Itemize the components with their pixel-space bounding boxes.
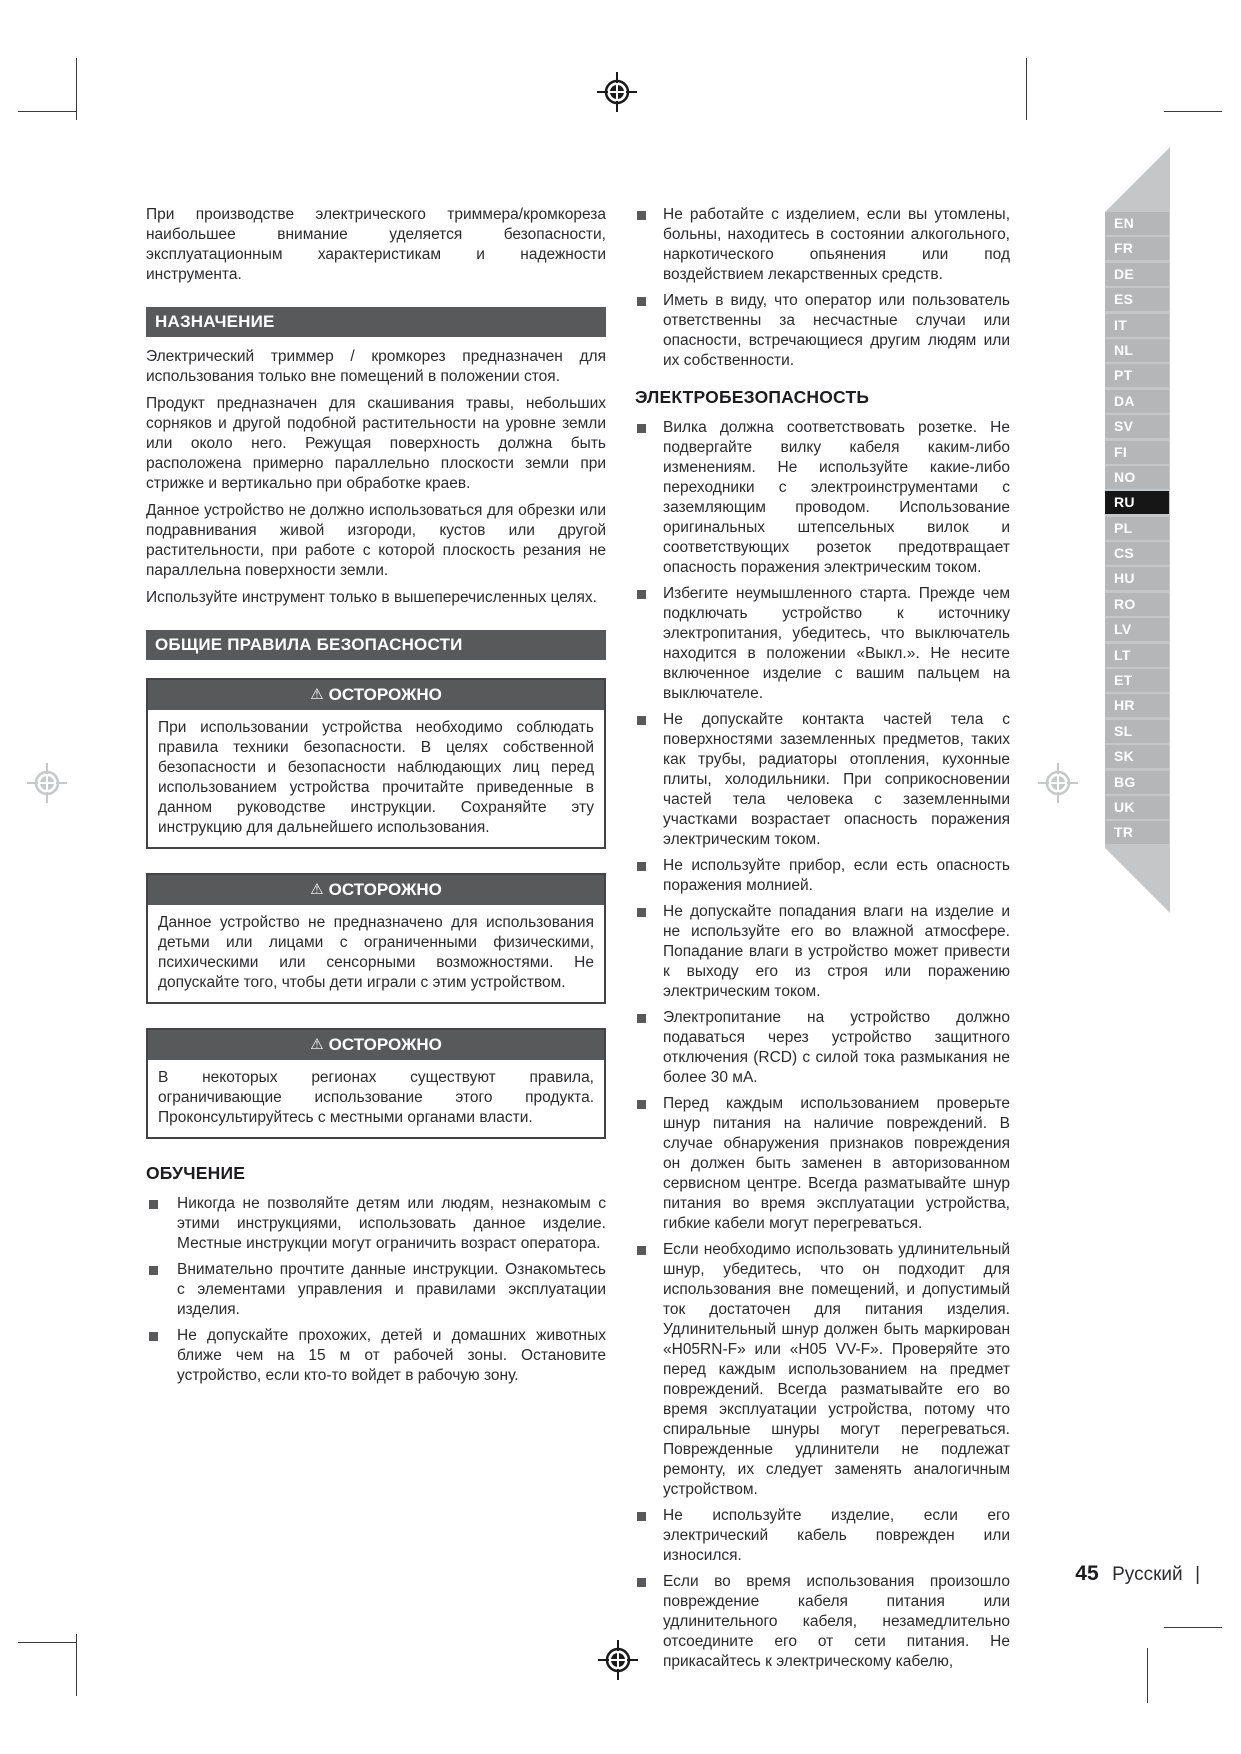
- bullet-item: [635, 584, 1010, 704]
- bullet-item: [635, 291, 1010, 371]
- language-tab[interactable]: [1105, 720, 1169, 743]
- language-tab-label: TR: [1114, 824, 1134, 841]
- bullet-square-icon: [637, 1100, 646, 1109]
- language-tab[interactable]: [1105, 314, 1169, 337]
- warning-header: [148, 1030, 604, 1060]
- language-tab-label: DA: [1114, 392, 1135, 409]
- bullet-square-icon: [149, 1332, 158, 1341]
- bullet-text: Электропитание на устройство должно подаваться через устройство защитного отключения (RCD) с силой тока размыкания не более 30 мА.: [663, 1009, 1010, 1086]
- bullet-text: Внимательно прочтите данные инструкции. Ознакомьтесь с элементами управления и правилами эксплуатации изделия.: [177, 1261, 606, 1318]
- section-header-purpose: [146, 307, 606, 337]
- language-tab[interactable]: [1105, 771, 1169, 794]
- purpose-paragraphs: [146, 347, 606, 608]
- bullet-item: [635, 1008, 1010, 1088]
- language-tab-label: UK: [1114, 798, 1135, 815]
- page-footer: [0, 1562, 1200, 1586]
- bullet-square-icon: [637, 716, 646, 725]
- warning-title: ОСТОРОЖНО: [328, 685, 442, 704]
- bullet-square-icon: [637, 862, 646, 871]
- language-tab-label: DE: [1114, 265, 1135, 282]
- trim-mark-top-right-vertical: [1026, 58, 1027, 120]
- language-tab-label: RO: [1114, 595, 1136, 612]
- section-title: НАЗНАЧЕНИЕ: [155, 312, 275, 331]
- language-tab-label: ET: [1114, 672, 1133, 689]
- language-tab-label: SK: [1114, 748, 1135, 765]
- warning-icon: ⚠: [310, 1036, 324, 1053]
- bullet-square-icon: [637, 297, 646, 306]
- language-tab-label: NL: [1114, 341, 1134, 358]
- language-tab[interactable]: [1105, 593, 1169, 616]
- bullet-item: [146, 1260, 606, 1320]
- bullet-text: Иметь в виду, что оператор или пользователь ответственны за несчастные случаи или опасности, встречающиеся другим людям или их собственности.: [663, 292, 1010, 369]
- language-tab[interactable]: [1105, 669, 1169, 692]
- footer-language-label: Русский: [1112, 1564, 1183, 1585]
- bullet-text: Избегите неумышленного старта. Прежде чем подключать устройство к источнику электропитания, убедитесь, что выключатель находится в положении «Выкл.». Не несите включенное изделие с вашим пальцем на выключателе.: [663, 585, 1010, 702]
- bullet-square-icon: [637, 908, 646, 917]
- language-tab-label: SL: [1114, 722, 1133, 739]
- language-tab[interactable]: [1105, 644, 1169, 667]
- bullet-item: [635, 856, 1010, 896]
- language-tab[interactable]: [1105, 618, 1169, 641]
- language-tab-label: ES: [1114, 291, 1134, 308]
- bullet-item: [635, 1240, 1010, 1500]
- paragraph: Продукт предназначен для скашивания травы, небольших сорняков и другой подобной растительности на уровне земли или около него. Режущая поверхность должна быть расположена примерно параллельно плоскости земли при стрижке и вертикально при обработке краев.: [146, 395, 606, 492]
- left-column: [146, 205, 606, 1392]
- bullet-item: [635, 1506, 1010, 1566]
- language-tab[interactable]: [1105, 212, 1169, 235]
- bullet-item: [635, 710, 1010, 850]
- bullet-item: [146, 1326, 606, 1386]
- intro-paragraph: При производстве электрического триммера/кромкореза наибольшее внимание уделяется безопасности, эксплуатационным характеристикам и надежности инструмента.: [146, 206, 606, 283]
- language-tab-label: FR: [1114, 240, 1134, 257]
- registration-crosshair-top-icon: [597, 72, 637, 112]
- warning-box: [146, 1028, 606, 1139]
- language-tab-label: LT: [1114, 646, 1131, 663]
- bullet-square-icon: [637, 590, 646, 599]
- paragraph: Электрический триммер / кромкорез предназначен для использования только вне помещений в положении стоя.: [146, 348, 606, 385]
- warning-icon: ⚠: [310, 881, 324, 898]
- warning-title: ОСТОРОЖНО: [328, 880, 442, 899]
- bullet-item: [635, 205, 1010, 285]
- bullet-text: Никогда не позволяйте детям или людям, незнакомым с этими инструкциями, использовать данное изделие. Местные инструкции могут ограничить возраст оператора.: [177, 1195, 606, 1252]
- bullet-text: Перед каждым использованием проверьте шнур питания на наличие повреждений. В случае обнаружения признаков повреждения он должен быть заменен в авторизованном сервисном центре. Всегда разматывайте шнур питания во время эксплуатации устройства, гибкие кабели могут перегреваться.: [663, 1095, 1010, 1232]
- bullet-item: [635, 902, 1010, 1002]
- trim-mark-top-left-vertical: [76, 58, 77, 120]
- bullet-square-icon: [637, 424, 646, 433]
- language-tab[interactable]: [1105, 390, 1169, 413]
- bullet-square-icon: [149, 1266, 158, 1275]
- language-tab[interactable]: [1105, 364, 1169, 387]
- language-tab[interactable]: [1105, 491, 1169, 514]
- language-tab[interactable]: [1105, 441, 1169, 464]
- warning-box: [146, 678, 606, 849]
- warning-header: [148, 680, 604, 710]
- trim-mark-bottom-right-horizontal: [1164, 1627, 1222, 1628]
- language-tab[interactable]: [1105, 694, 1169, 717]
- warning-icon: ⚠: [310, 686, 324, 703]
- trim-mark-bottom-left-vertical: [76, 1634, 77, 1696]
- warning-body: При использовании устройства необходимо соблюдать правила техники безопасности. В целях собственной безопасности и безопасности наблюдающих лиц перед использованием устройства прочитайте приведенные в данном руководстве инструкции. Сохраняйте эту инструкцию для дальнейшего использования.: [158, 719, 594, 836]
- bullet-square-icon: [637, 1246, 646, 1255]
- language-tab[interactable]: [1105, 517, 1169, 540]
- language-tab-label: EN: [1114, 215, 1135, 231]
- warning-body: Данное устройство не предназначено для использования детьми или лицами с ограниченными физическими, психическими или сенсорными возможностями. Не допускайте того, чтобы дети играли с этим устройством.: [158, 914, 594, 991]
- language-tab[interactable]: [1105, 796, 1169, 819]
- bullet-item: [146, 1194, 606, 1254]
- bullet-text: Если необходимо использовать удлинительный шнур, убедитесь, что он подходит для использования вне помещений, и допустимый ток достаточен для питания изделия. Удлинительный шнур должен быть маркирован «H05RN-F» или «H05 VV-F». Проверяйте это перед каждым использованием на предмет повреждений. Всегда разматывайте его во время эксплуатации устройства, потому что спиральные шнуры могут перегреваться. Поврежденные удлинители не подлежат ремонту, их следует заменять аналогичным устройством.: [663, 1241, 1010, 1498]
- language-tab[interactable]: [1105, 415, 1169, 438]
- language-tab-label: NO: [1114, 468, 1136, 485]
- language-tab[interactable]: [1105, 237, 1169, 260]
- bullet-square-icon: [149, 1200, 158, 1209]
- bullet-text: Если во время использования произошло повреждение кабеля питания или удлинительного кабеля, незамедлительно отсоедините его от сети питания. Не прикасайтесь к электрическому кабелю,: [663, 1573, 1010, 1670]
- trim-mark-top-left-horizontal: [18, 111, 76, 112]
- training-heading: ОБУЧЕНИЕ: [146, 1163, 246, 1183]
- warning-boxes: [146, 678, 606, 1139]
- bullet-text: Не допускайте попадания влаги на изделие и не используйте его во влажной атмосфере. Попадание влаги в устройство может привести к выходу его из строя или поражению электрическим током.: [663, 903, 1010, 1000]
- language-tab[interactable]: [1105, 821, 1169, 844]
- right-column: [635, 205, 1010, 1678]
- bullet-text: Вилка должна соответствовать розетке. Не подвергайте вилку кабеля каким-либо изменениям. Не используйте какие-либо переходники с электроинструментами с заземляющим проводом. Использование оригинальных штепсельных вилок и соответствующих розеток предотвращает опасность поражения электрическим током.: [663, 419, 1010, 576]
- bullet-text: Не используйте изделие, если его электрический кабель поврежден или износился.: [663, 1507, 1010, 1564]
- language-tab[interactable]: [1105, 288, 1169, 311]
- training-bullets: [146, 1194, 606, 1386]
- warning-header: [148, 875, 604, 905]
- language-tab-label: BG: [1114, 773, 1136, 790]
- warning-title: ОСТОРОЖНО: [328, 1035, 442, 1054]
- language-tab-label: HR: [1114, 697, 1135, 714]
- bullet-text: Не работайте с изделием, если вы утомлены, больны, находитесь в состоянии алкогольного, наркотического опьянения или под воздействием лекарственных средств.: [663, 206, 1010, 283]
- language-tab-label: HU: [1114, 570, 1135, 587]
- language-tab-label: RU: [1114, 494, 1135, 511]
- paragraph: Данное устройство не должно использоваться для обрезки или подравнивания живой изгороди, кустов или другой растительности, при работе с которой плоскость резания не параллельна поверхности земли.: [146, 502, 606, 579]
- paragraph: Используйте инструмент только в вышеперечисленных целях.: [146, 589, 597, 606]
- language-tab-label: FI: [1114, 443, 1128, 460]
- registration-crosshair-left-icon: [27, 763, 67, 803]
- bullet-square-icon: [637, 1014, 646, 1023]
- bullet-square-icon: [637, 211, 646, 220]
- language-tab[interactable]: [1105, 542, 1169, 565]
- language-tab[interactable]: [1105, 263, 1169, 286]
- language-tab-label: LV: [1114, 621, 1132, 638]
- language-tab[interactable]: [1105, 339, 1169, 362]
- bullet-item: [635, 1094, 1010, 1234]
- language-tab-label: SV: [1114, 418, 1134, 435]
- language-tab-label: IT: [1114, 316, 1128, 333]
- electrical-safety-heading: ЭЛЕКТРОБЕЗОПАСНОСТЬ: [635, 387, 870, 407]
- page-number: 45: [1075, 1562, 1099, 1585]
- language-tab-list: [1105, 212, 1169, 844]
- trim-mark-bottom-right-vertical: [1147, 1648, 1148, 1703]
- language-sidebar: [1105, 212, 1169, 847]
- electrical-safety-bullets: [635, 418, 1010, 1672]
- bullet-item: [635, 418, 1010, 578]
- general-safety-bullets: [635, 205, 1010, 371]
- bullet-text: Не допускайте прохожих, детей и домашних животных ближе чем на 15 м от рабочей зоны. Остановите устройство, если кто-то войдет в рабочую зону.: [177, 1327, 606, 1384]
- language-tab[interactable]: [1105, 567, 1169, 590]
- bullet-item: [635, 1572, 1010, 1672]
- bullet-square-icon: [637, 1512, 646, 1521]
- warning-body: В некоторых регионах существуют правила, ограничивающие использование этого продукта. Проконсультируйтесь с местными органами власти.: [158, 1069, 594, 1126]
- language-tab-label: CS: [1114, 545, 1135, 562]
- language-tab[interactable]: [1105, 745, 1169, 768]
- section-header-general-safety: [146, 630, 606, 660]
- language-tab[interactable]: [1105, 466, 1169, 489]
- footer-separator: |: [1195, 1564, 1200, 1585]
- language-tab-label: PT: [1114, 367, 1133, 384]
- section-title: ОБЩИЕ ПРАВИЛА БЕЗОПАСНОСТИ: [155, 635, 463, 654]
- language-tab-label: PL: [1114, 519, 1133, 536]
- registration-crosshair-right-icon: [1038, 763, 1078, 803]
- bullet-text: Не допускайте контакта частей тела с поверхностями заземленных предметов, таких как трубы, радиаторы отопления, кухонные плиты, холодильники. При соприкосновении частей тела человека с заземленными участками возрастает опасность поражения электрическим током.: [663, 711, 1010, 848]
- trim-mark-bottom-left-horizontal: [18, 1642, 76, 1643]
- registration-crosshair-bottom-icon: [598, 1640, 638, 1680]
- warning-box: [146, 873, 606, 1004]
- bullet-text: Не используйте прибор, если есть опасность поражения молнией.: [663, 857, 1010, 894]
- trim-mark-top-right-horizontal: [1164, 111, 1222, 112]
